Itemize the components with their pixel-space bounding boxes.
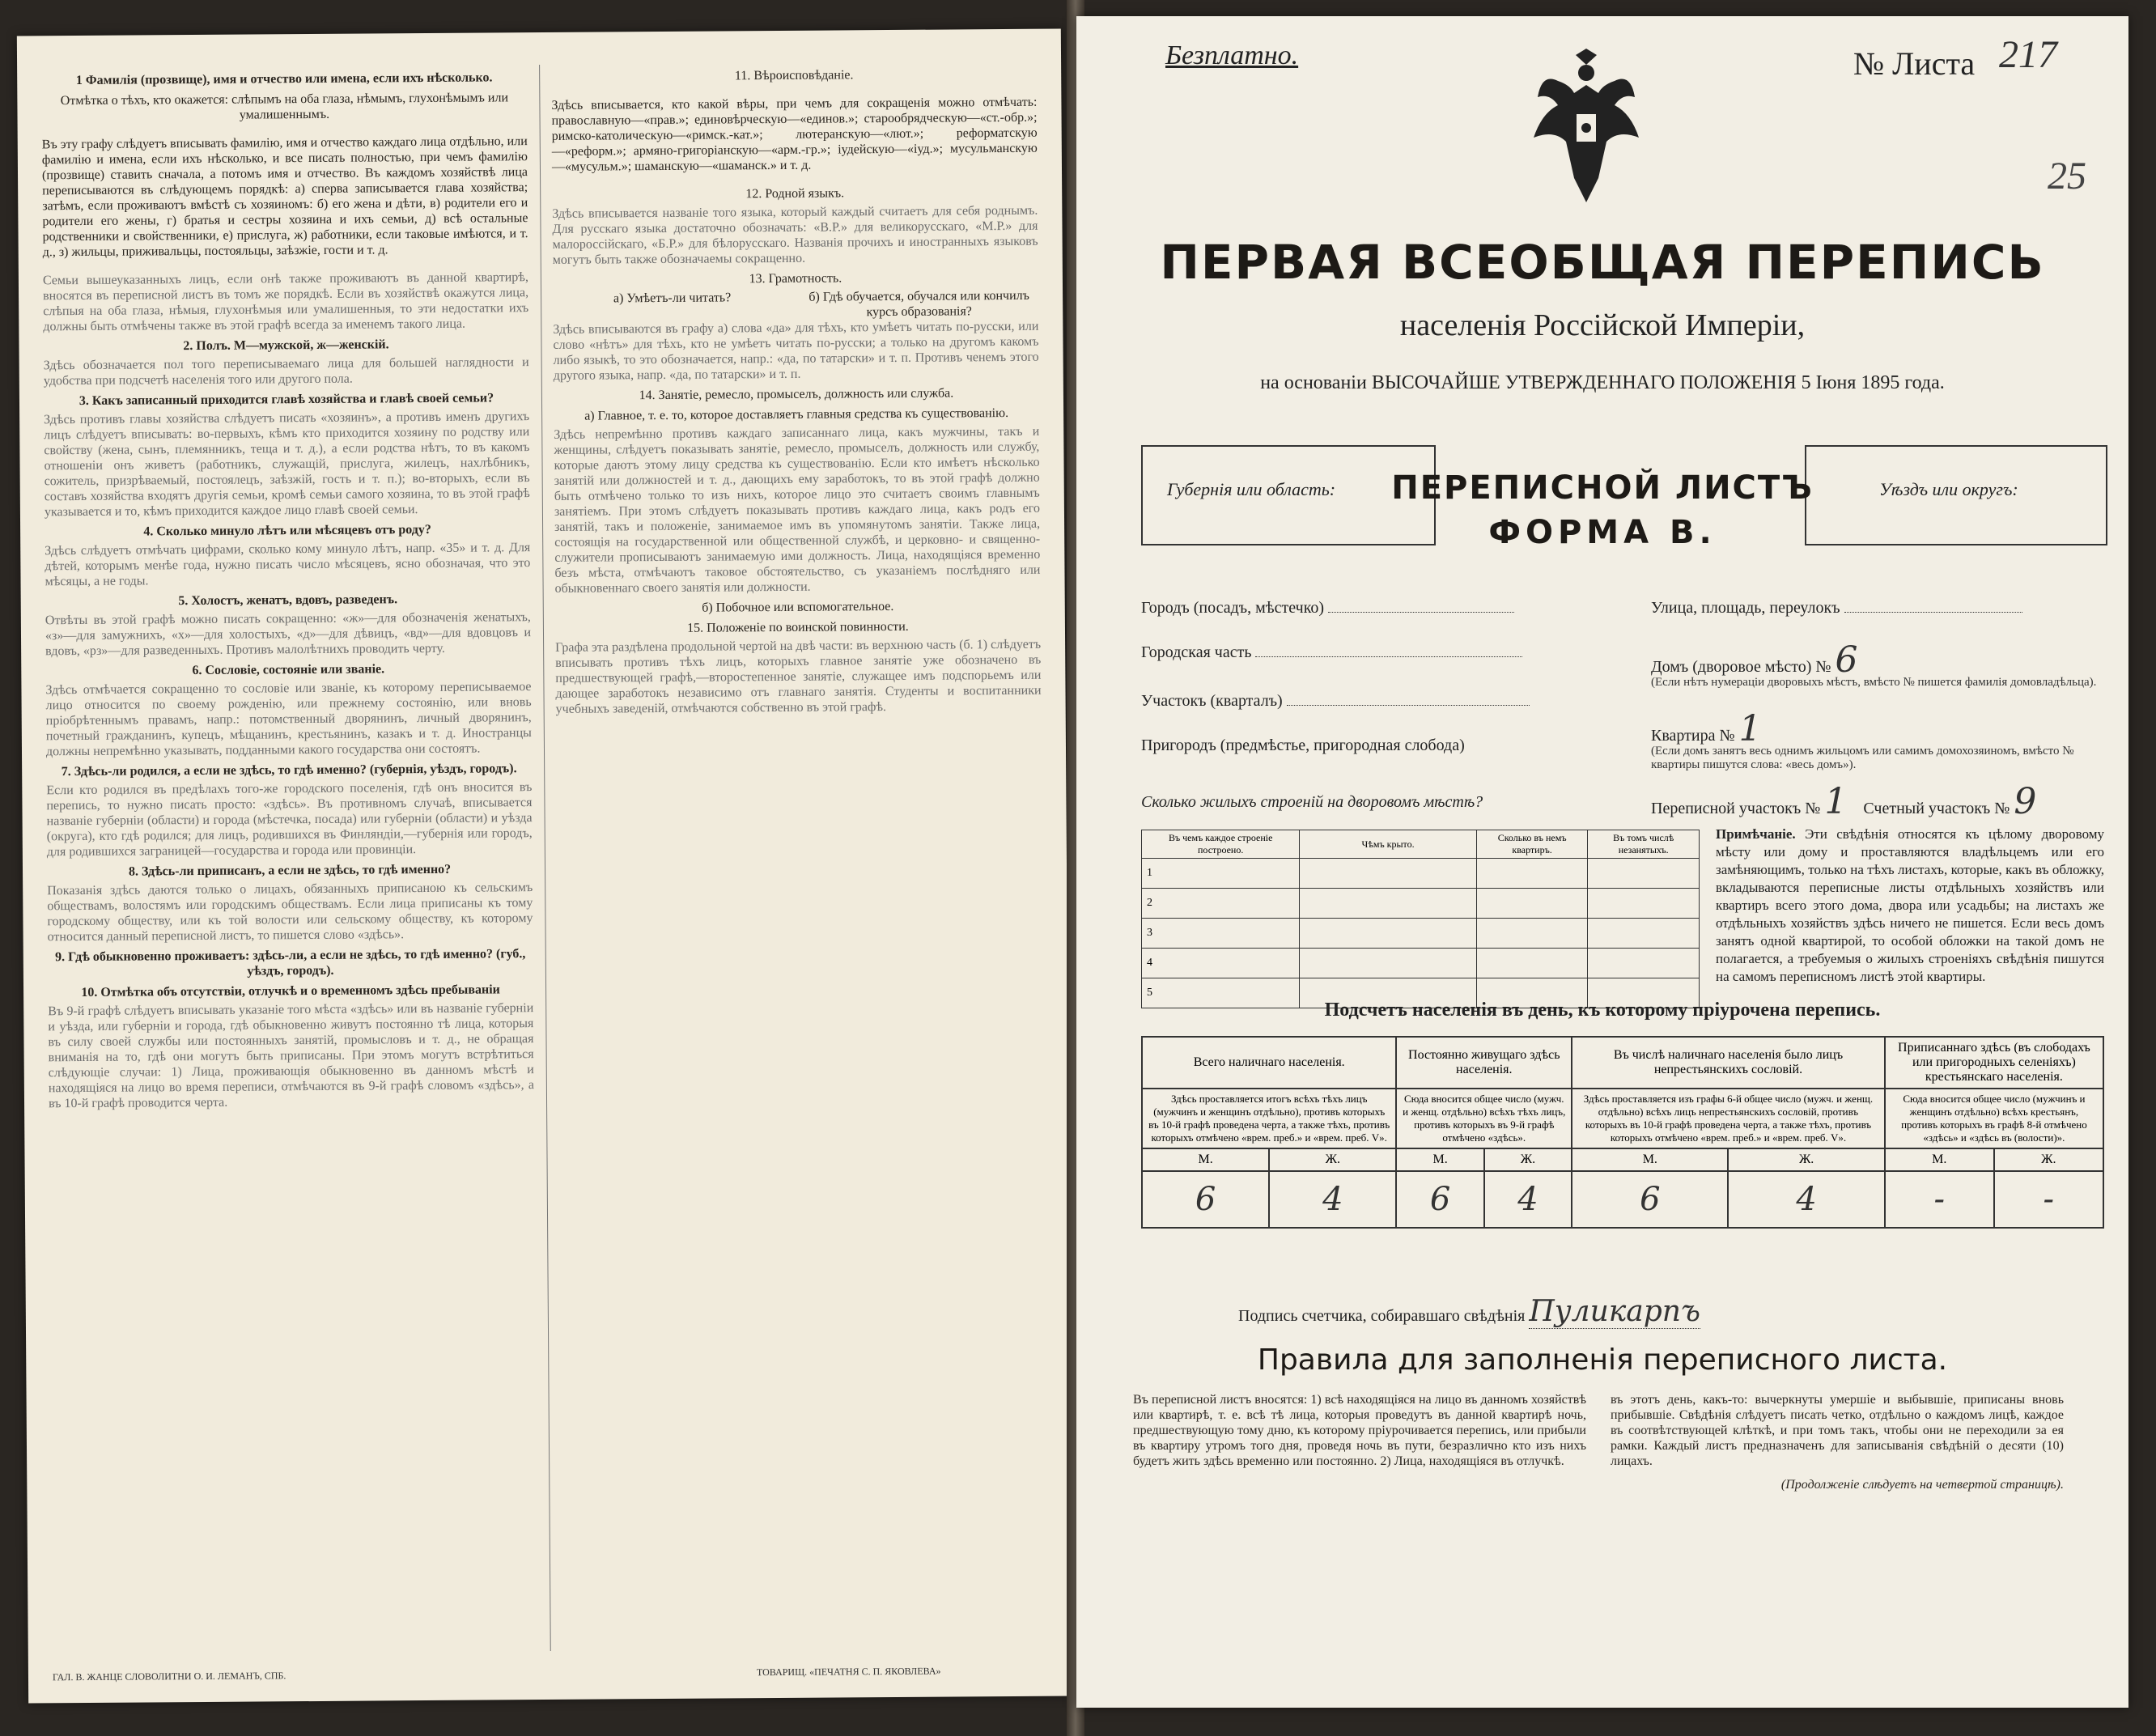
section-5-heading: 5. Холостъ, женатъ, вдовъ, разведенъ. [178,592,398,609]
table-cell [1476,859,1588,889]
filler-text: Показанія здѣсь даются только о лицахъ, обязанныхъ приписаною къ сельскимъ обществамъ, волостямъ или городскимъ обществамъ. Если лица приписаны къ тому городскому обществу, или къ той волости или сельскому обществу, къ которому относится данный переписной листъ, то пишется слово «здѣсь». [47,881,533,944]
right-page [1076,16,2128,1708]
count-value: 4 [1269,1171,1396,1228]
section-1-subheading: Отмѣтка о тѣхъ, кто окажется: слѣпымъ на оба глаза, нѣмымъ, глухонѣмымъ или умалишеннымъ. [60,91,509,122]
apartment-label: Квартира № [1651,727,1735,745]
uchastok-field [1141,692,1530,711]
count-value: - [1885,1171,1994,1228]
left-footer-imprint: ГАЛ. В. ЖАНЦЕ СЛОВОЛИТНИ О. И. ЛЕМАНЪ, СПБ. [52,1670,286,1683]
district-label: Уѣздъ или округъ: [1879,479,2018,499]
population-count-title: Подсчетъ населенія въ день, къ которому пріурочена перепись. [1324,1000,1881,1021]
left-page [17,29,1072,1704]
table-cell [1300,949,1476,978]
house-note: (Если нѣтъ нумераціи дворовыхъ мѣстъ, вмѣсто № пишется фамилія домовладѣльца). [1651,676,2097,689]
sheet-title: ПЕРЕПИСНОЙ ЛИСТЪ [1391,469,1814,507]
apartment-value: 1 [1738,708,1762,749]
filler-text: Графа эта раздѣлена продольной чертой на двѣ части: въ верхнюю часть (б. 1) слѣдуетъ вписывать противъ тѣхъ лицъ, которыхъ главное занятіе уже обозначено въ предшествующей графѣ,—второстепенное занятіе, служащее имъ подспорьемъ или дающее заработокъ независимо отъ главнаго занятія. Студенты и воспитанники учебныхъ заведеній, отмѣчаются собственно въ этой графѣ. [555,637,1042,716]
sex-label: Ж. [1269,1148,1396,1171]
row-number: 4 [1142,949,1300,978]
census-title: ПЕРВАЯ ВСЕОБЩАЯ ПЕРЕПИСЬ [1160,235,2045,290]
count-area-value: 9 [2014,781,2037,822]
section-1-text: Въ эту графу слѣдуетъ вписывать фамилію, имя и отчество каждаго лица отдѣльно, или фамилію и имена, если ихъ нѣсколько, и все писать полностью, при чемъ фамилію (прозвище) ставить сначала, а потомъ имя и отчество. Въ каждомъ хозяйствѣ лица переписываются въ слѣдующемъ порядкѣ: а) сперва записывается глава хозяйства; затѣмъ, если проживаютъ вмѣстѣ съ хозяиномъ: б) его жена и дѣти, в) родители его и родители его жены, г) братья и сестры хозяина и ихъ семьи, д) всѣ остальные родственники и свойственники, е) прислуга, ж) работники, если таковые имѣются, и т. д., з) жильцы, приживальцы, постояльцы, заѣзжіе, гости и т. д. [41,134,528,260]
sex-label: М. [1396,1148,1483,1171]
table-cell [1300,889,1476,919]
table-cell [1476,949,1588,978]
row-number: 5 [1142,978,1300,1008]
section-4-heading: 4. Сколько минуло лѣтъ или мѣсяцевъ отъ роду? [143,522,431,539]
note-title: Примѣчаніе. [1716,826,1796,842]
count-header-permanent: Постоянно живущаго здѣсь населенія. [1396,1037,1572,1089]
sex-label: Ж. [1728,1148,1884,1171]
legal-basis: на основаніи ВЫСОЧАЙШЕ УТВЕРЖДЕННАГО ПОЛОЖЕНІЯ 5 Іюня 1895 года. [1260,372,1945,393]
count-value: 6 [1572,1171,1728,1228]
section-8-heading: 8. Здѣсь-ли приписанъ, а если не здѣсь, то гдѣ именно? [128,862,452,879]
street-field [1651,599,2022,618]
section-11-heading: 11. Вѣроисповѣданіе. [734,68,854,83]
filler-text: Здѣсь вписывается названіе того языка, который каждый считаетъ для себя роднымъ. Для русскаго языка достаточно обозначать: «В.Р.» для великорусскаго, «М.Р.» для малороссійскаго, «Б.Р.» для бѣлорусскаго. Названія прочихъ и иностранныхъ языковъ могутъ быть также обозначаемы сокращенно. [552,203,1038,267]
section-13-heading: 13. Грамотность. [749,271,842,287]
table-cell [1476,919,1588,949]
count-header-nonpeasant: Въ числѣ наличнаго населенія было лицъ непрестьянскихъ сословій. [1572,1037,1885,1089]
section-1-heading: 1 Фамилія (прозвище), имя и отчество или имена, если ихъ нѣсколько. [75,70,493,88]
count-value: - [1994,1171,2103,1228]
apartment-note: (Если домъ занятъ весь однимъ жильцомъ или самимъ домохозяиномъ, вмѣсто № квартиры пишутся слова: «весь домъ»). [1651,745,2074,771]
suburb-label: Пригородъ (предмѣстье, пригородная слобода) [1141,736,1465,754]
count-value: 6 [1396,1171,1483,1228]
section-13a: а) Умѣетъ-ли читать? [613,291,732,306]
table-row [1142,889,1700,919]
filler-text: Отвѣты въ этой графѣ можно писать сокращенно: «ж»—для обозначенія женатыхъ, «з»—для замужнихъ, «х»—для холостыхъ, «д»—для дѣвицъ, «вд»—для вдовцовъ и вдовъ, «рз»—для разведенныхъ. Противъ малолѣтнихъ проводить черту. [45,610,532,659]
table-cell [1476,889,1588,919]
uchastok-label: Участокъ (кварталъ) [1141,692,1283,710]
count-header-total: Всего наличнаго населенія. [1142,1037,1396,1089]
sheet-number-value: 217 [1999,33,2057,76]
rules-right-text: въ этотъ день, какъ-то: вычеркнуты умершіе и выбывшіе, приписаны вновь прибывшіе. Свѣдѣнія слѣдуетъ писать четко, отдѣльно о каждомъ лицѣ, каждое въ соотвѣтствующей клѣткѣ, и при томъ такъ, чтобы они не переходили за ея рамки. Каждый листъ предназначенъ для записыванія свѣдѣній о десяти (10) лицахъ. [1611,1393,2064,1468]
filler-text: Здѣсь отмѣчается сокращенно то сословіе или званіе, къ которому переписываемое лицо относится по своему рожденію, или прежнему состоянію, или вновь пріобрѣтеннымъ правамъ, напр.: потомственный дворянинъ, личный дворянинъ, почетный гражданинъ, купецъ, мѣщанинъ, крестьянинъ, казакъ и т. д. Иностранцы должны непремѣнно указывать, подданными какого государства они состоятъ. [45,680,532,759]
filler-text: Въ 9-й графѣ слѣдуетъ вписывать указаніе того мѣста «здѣсь» или въ названіе губерніи и уѣзда, или губерніи и города, гдѣ обыкновенно живутъ постоянно тѣ лица, которыя въ силу своей службы или постоянныхъ занятій, промысловъ и т. д., не обращая вниманія на то, гдѣ они могутъ быть приписаны. При этомъ могутъ встрѣтиться слѣдующіе случаи: 1) Лица, проживающія обыкновенно въ данномъ мѣстѣ и находящіяся на лицо во время переписи, отмѣчаются въ 9-й графѣ словомъ «здѣсь», а въ 10-й графѣ проводится черта. [48,1001,534,1111]
section-6-heading: 6. Сословіе, состояніе или званіе. [192,662,385,678]
table-cell [1588,859,1700,889]
count-desc-permanent: Сюда вносится общее число (мужч. и женщ. отдѣльно) всѣхъ тѣхъ лицъ, противъ которыхъ въ 9-й графѣ отмѣчено «здѣсь». [1396,1089,1572,1148]
section-10-heading: 10. Отмѣтка объ отсутствіи, отлучкѣ и о временномъ здѣсь пребываніи [81,983,500,1000]
table-row [1142,859,1700,889]
buildings-note [1716,826,2104,986]
section-11-text: Здѣсь вписывается, кто какой вѣры, при чемъ для сокращенія можно отмѣчать: православную—«прав.»; единовѣрческую—«единов.»; старообрядческую—«ст.-обр.»; римско-католическую—«римск.-кат.»; лютеранскую—«лют.»; реформатскую—«реформ.»; армяно-григоріанскую—«арм.-гр.»; іудейскую—«іуд.»; мусульманскую—«мусульм.»; шаманскую—«шаманск.» и т. д. [551,95,1038,174]
margin-mark: 25 [2048,155,2086,197]
bldg-header-apartments: Сколько въ немъ квартиръ. [1476,830,1588,859]
filler-text: Здѣсь непремѣнно противъ каждаго записаннаго лица, какъ мужчины, такъ и женщины, слѣдуетъ показывать занятіе, ремесло, промыселъ, должность или службу, которые даютъ этому лицу средства къ существованію. Если кто имѣетъ нѣсколько занятій или должностей и т. д., дающихъ ему заработокъ, то въ этой графѣ должно быть отмѣчено только то изъ нихъ, которое лицо это считаетъ своимъ главнымъ занятіемъ. При этомъ слѣдуетъ показывать противъ каждаго лица, какъ родъ его занятій, такъ и положеніе, занимаемое имъ въ упомянутомъ занятіи. Также лица, состоящія на государственной или общественной службѣ, и церковно- и священно-служители прописываютъ занимаемую ими должность. Лица, находящіяся временно безъ мѣста, отмѣчаютъ таковое обстоятельство, съ указаніемъ послѣдняго или обыкновеннаго своего занятія или должности. [554,424,1041,596]
count-desc-nonpeasant: Здѣсь проставляется изъ графы 6-й общее число (мужч. и женщ. отдѣльно) всѣхъ лицъ непрестьянскихъ сословій, противъ которыхъ въ 10-й графѣ проведена черта, а также тѣхъ, противъ которыхъ отмѣчено «врем. преб.» и «врем. преб. V». [1572,1089,1885,1148]
apartment-field [1651,708,1762,749]
instructions-column-1 [41,65,534,1111]
section-9-heading: 9. Гдѣ обыкновенно проживаетъ: здѣсь-ли, а если не здѣсь, то гдѣ именно? (губ., уѣздъ, городъ). [55,947,526,978]
filler-text: Если кто родился въ предѣлахъ того-же городского поселенія, гдѣ онъ вносится въ перепись, то нужно писать просто: «здѣсь». Въ противномъ случаѣ, вписывается названіе губерніи (области) и города (мѣстечка, посада) или губерніи (области) и уѣзда (округа), кто гдѣ родился; для лицъ, родившихся въ Финляндіи,—губернія или городъ, для родившихся заграницей—государства и города или провинціи. [46,780,533,860]
city-label: Городъ (посадъ, мѣстечко) [1141,599,1325,617]
section-13b: б) Гдѣ обучается, обучался или кончилъ курсъ образованія? [808,288,1029,320]
sex-label: М. [1572,1148,1728,1171]
filler-text: Здѣсь вписываются въ графу а) слова «да» для тѣхъ, кто умѣетъ читать по-русски, или слово «нѣтъ» для тѣхъ, кто не умѣетъ читать по-русски; а только на другомъ какомъ либо языкѣ, то это обозначается, напр.: «да, по татарски» и т. п. Противъ ченемъ этого другого языка, напр. «да, по татарски» и т. п. [553,319,1039,383]
row-number: 3 [1142,919,1300,949]
filler-text: Здѣсь обозначается пол того переписываемаго лица для большей наглядности и удобства при подсчетѣ населенія того или другого пола. [43,355,529,388]
form-label: ФОРМА В. [1488,514,1717,551]
house-label: Домъ (дворовое мѣсто) № [1651,658,1831,676]
bldg-header-roof: Чѣмъ крыто. [1300,830,1476,859]
city-part-field [1141,643,1522,662]
table-cell [1300,859,1476,889]
table-row [1142,919,1700,949]
section-2-heading: 2. Полъ. М—мужской, ж—женскій. [183,337,389,354]
filler-text: Семьи вышеуказанныхъ лицъ, если онѣ также проживаютъ въ данной квартирѣ, вносятся въ переписной листъ въ томъ же порядкѣ. Если въ хозяйствѣ окажутся лица, слѣпыя на оба глаза, нѣмыя, глухонѣмыя или умалишенныя, то эти недостатки ихъ должны быть отмѣчены также въ этой графѣ всегда за именемъ такого лица. [42,270,529,334]
column-rule [539,65,551,1651]
rules-title: Правила для заполненія переписного листа. [1257,1343,1948,1377]
house-field [1651,639,1857,681]
census-subtitle: населенія Россійской Имперіи, [1399,308,1806,342]
rules-continuation: (Продолженіе слѣдуетъ на четвертой страницѣ). [1780,1478,2064,1492]
filler-text: Здѣсь противъ главы хозяйства слѣдуетъ писать «хозяинъ», а противъ именъ другихъ лицъ слѣдуетъ вписывать: во-первыхъ, кѣмъ кто приходится хозяину по родству или свойству (жена, сынъ, племянникъ, теща и т. д.), а если родства нѣтъ, то въ какомъ отношеніи онъ живетъ (работникъ, служащій, прислуга, жилецъ, нахлѣбникъ, сожитель, призрѣваемый, постоялецъ, заѣзжій, гость и т. п.); во-вторыхъ, если въ составъ хозяйства входятъ другія семьи, кромѣ семьи самого хозяина, то въ этой графѣ указывается и то, кѣмъ приходится каждое лицо главѣ своей семьи. [44,410,530,520]
section-14-heading: 14. Занятіе, ремесло, промыселъ, должность или служба. [639,386,954,403]
province-label: Губернія или область: [1167,479,1336,499]
rules-column-right [1611,1392,2064,1492]
free-stamp: Безплатно. [1165,40,1299,70]
signature-label: Подпись счетчика, собиравшаго свѣдѣнія [1238,1307,1526,1325]
house-value: 6 [1835,639,1858,681]
section-13-subheadings [553,288,1038,322]
right-footer-imprint: ТОВАРИЩ. «ПЕЧАТНЯ С. П. ЯКОВЛЕВА» [756,1665,941,1679]
suburb-field [1141,736,1465,755]
row-number: 1 [1142,859,1300,889]
census-area-label: Переписной участокъ № [1651,800,1821,817]
rules-column-left: Въ переписной листъ вносятся: 1) всѣ находящіяся на лицо въ данномъ хозяйствѣ или квартирѣ, т. е. всѣ тѣ лица, которыя проведутъ въ данной квартирѣ ночь, предшествующую тому дню, къ которому пріурочивается перепись, или прибыли въ квартиру утромъ того дня, проведя ночь въ пути, безразлично кто изъ нихъ будетъ жить здѣсь временно или постоянно. 2) Лица, находящіяся въ отлучкѣ. [1133,1393,1586,1468]
count-value: 4 [1484,1171,1572,1228]
sex-label: М. [1885,1148,1994,1171]
count-header-peasant: Приписаннаго здѣсь (въ слободахъ или пригородныхъ селеніяхъ) крестьянскаго населенія. [1885,1037,2103,1089]
sex-label: Ж. [1994,1148,2103,1171]
section-12-heading: 12. Родной языкъ. [745,186,845,202]
signature-value: Пуликарпъ [1529,1295,1700,1328]
row-number: 2 [1142,889,1300,919]
count-desc-peasant: Сюда вносится общее число (мужчинъ и женщинъ отдѣльно) всѣхъ крестьянъ, противъ которыхъ въ графѣ 8-й отмѣчено «здѣсь» и «здѣсь въ (волости)». [1885,1089,2103,1148]
count-area-label: Счетный участокъ № [1863,800,2010,817]
section-3-heading: 3. Какъ записанный приходится главѣ хозяйства и главѣ своей семьи? [79,391,494,409]
city-field [1141,599,1514,618]
buildings-question: Сколько жилыхъ строеній на дворовомъ мѣстѣ? [1141,793,1483,811]
table-cell [1588,949,1700,978]
table-cell [1588,889,1700,919]
count-value: 6 [1142,1171,1269,1228]
bldg-header-material: Въ чемъ каждое строеніе построено. [1142,830,1300,859]
buildings-table [1141,830,1700,1008]
double-headed-eagle-emblem [1526,49,1647,210]
section-14b-heading: б) Побочное или вспомогательное. [702,599,894,615]
count-desc-total: Здѣсь проставляется итогъ всѣхъ тѣхъ лицъ (мужчинъ и женщинъ отдѣльно), противъ которыхъ въ 10-й графѣ проведена черта, а также тѣхъ, противъ которыхъ отмѣчено «врем. преб.» и «врем. преб. V». [1142,1089,1396,1148]
sex-label: Ж. [1484,1148,1572,1171]
signature-line [1238,1295,1700,1328]
city-part-label: Городская часть [1141,643,1252,661]
instructions-column-2 [551,62,1042,717]
section-14-subheading: а) Главное, т. е. то, которое доставляетъ главныя средства къ существованію. [584,405,1009,423]
count-value: 4 [1728,1171,1884,1228]
table-row [1142,949,1700,978]
sex-label: М. [1142,1148,1269,1171]
note-text: Эти свѣдѣнія относятся къ цѣлому дворовому мѣсту или дому и проставляются владѣльцемъ или его замѣняющимъ, только на тѣхъ листахъ, которые, какъ въ обложку, вкладываются переписные листы отдѣльныхъ хозяйствъ или квартиръ всего этого дома, двора или усадьбы; на листахъ же отдѣльныхъ хозяйствъ здѣсь ничего не пишется. Если весь домъ занятъ одной квартирой, то особой обложки на такой домъ не полагается, а требуемыя о жилыхъ строеніяхъ свѣдѣнія пишутся на самомъ переписномъ листѣ этой квартиры. [1716,826,2105,984]
census-area-field [1651,781,2036,822]
section-15-heading: 15. Положеніе по воинской повинности. [687,619,909,635]
census-area-value: 1 [1824,781,1848,822]
table-cell [1300,919,1476,949]
table-cell [1588,919,1700,949]
bldg-header-vacant: Въ томъ числѣ незанятыхъ. [1588,830,1700,859]
population-count-table [1141,1036,2104,1229]
street-label: Улица, площадь, переулокъ [1651,599,1840,617]
filler-text: Здѣсь слѣдуетъ отмѣчать цифрами, сколько кому минуло лѣтъ, напр. «35» и т. д. Для дѣтей, которымъ менѣе года, нужно писать число мѣсяцевъ, ясно обозначая, что это мѣсяцы, а не годы. [45,541,531,589]
sheet-number-label: № Листа [1853,45,1976,82]
section-7-heading: 7. Здѣсь-ли родился, а если не здѣсь, то гдѣ именно? (губернія, уѣздъ, городъ). [61,762,517,779]
